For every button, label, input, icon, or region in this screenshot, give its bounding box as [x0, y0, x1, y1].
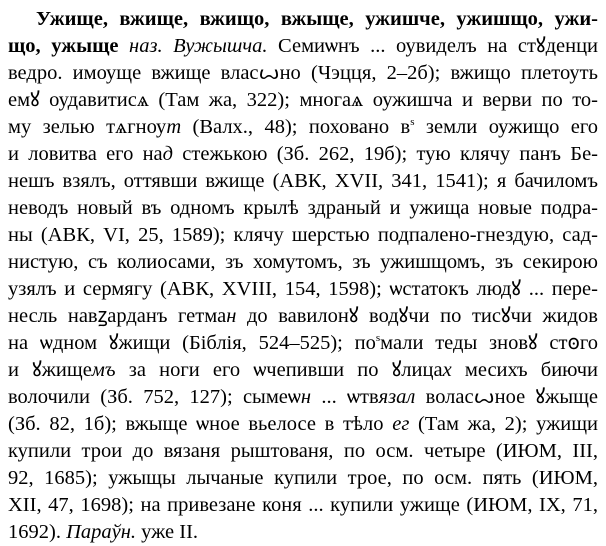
entry-line [8, 33, 598, 60]
entry-text: (Валх., 48); поховано в [181, 116, 411, 138]
headword-text: Ужище, вжище, вжищо, вжыще, ужишче, ужишщо, ужи- [36, 8, 598, 30]
entry-text: воласꙍное ꙋжыще [415, 386, 598, 408]
entry-line [8, 357, 598, 384]
superscript-text: s [410, 116, 415, 128]
entry-text: нистую, съ колиосами, зъ хомутомъ, зъ ужишщомъ, зъ секирою [8, 251, 598, 273]
entry-line [8, 411, 598, 438]
entry-text: (Зб. 82, 1б); вжыще ѡное вьелосе в тѣло [8, 413, 393, 435]
entry-text: купили трои до вязаня рыштованя, по осм. четыре (ИЮМ, III, [8, 440, 598, 462]
entry-text: нешъ взялъ, оттявши вжище (АВК, XVII, 341, 1541); я бачиломъ [8, 170, 598, 192]
entry-text: ведро. имоуще вжище власꙍно (Чэцця, 2–2б); вжищо плетоуть [8, 62, 598, 84]
entry-text: до вавилонꙋ водꙋчи по тисꙋчи жидов [236, 305, 598, 327]
entry-line [8, 492, 598, 519]
italic-text: наз. Вужышча. [129, 35, 268, 57]
entry-text: ны (АВК, VI, 25, 1589); клячу шерстью подпалено-гнездую, сад- [8, 224, 598, 246]
entry-line [8, 249, 598, 276]
entry-line [8, 114, 598, 141]
entry-line [8, 519, 598, 546]
entry-line [8, 6, 598, 33]
entry-text: Семиѡнъ ... оувиделъ на стꙋденци [267, 35, 599, 57]
italic-text: язал [378, 386, 416, 408]
italic-text: д [162, 143, 174, 165]
entry-text: волочили (Зб. 752, 127); сымеѡ [8, 386, 301, 408]
entry-text: и ловитва его на [8, 143, 163, 165]
entry-text [118, 35, 129, 57]
entry-line [8, 303, 598, 330]
entry-text: несль навꙁарданъ гетма [8, 305, 227, 327]
entry-line [8, 465, 598, 492]
entry-text: земли оужищо его [414, 116, 598, 138]
entry-text: и ꙋжище [8, 359, 92, 381]
entry-text: ... ѡтв [311, 386, 379, 408]
superscript-text: s [375, 332, 381, 344]
italic-text: н [226, 305, 237, 327]
entry-line [8, 330, 598, 357]
entry-text: му зелью тѧгноу [8, 116, 167, 138]
italic-text: мъ [91, 359, 116, 381]
entry-line [8, 87, 598, 114]
italic-text: т [166, 116, 182, 138]
entry-line [8, 195, 598, 222]
entry-text: месихъ биючи [451, 359, 598, 381]
entry-line [8, 168, 598, 195]
entry-text: емꙋ оудавитисѧ (Там жа, 322); многаѧ оужишча и верви по то- [8, 89, 598, 111]
italic-text: ег [392, 413, 410, 435]
italic-text: Параўн. [66, 521, 137, 543]
entry-line [8, 60, 598, 87]
headword-text: що, ужыще [8, 35, 119, 57]
entry-text: 1692). [8, 521, 67, 543]
entry-line [8, 141, 598, 168]
entry-text: мали теды зновꙋ стꙩго [380, 332, 598, 354]
entry-text: (Там жа, 2); ужищи [409, 413, 598, 435]
entry-line [8, 384, 598, 411]
entry-text: 92, 1685); ужыщы лычаные купили трое, по осм. пять (ИЮМ, [8, 467, 598, 489]
entry-line [8, 276, 598, 303]
entry-text: стежькою (Зб. 262, 19б); тую клячу панъ Бе- [173, 143, 598, 165]
entry-text: узялъ и сермягу (АВК, XVIII, 154, 1598); ѡстатокъ людꙋ ... пере- [8, 278, 598, 300]
italic-text: х [442, 359, 452, 381]
entry-text: за ноги его ѡчепивши по ꙋлица [115, 359, 443, 381]
entry-text: на ѡдном ꙋжищи (Біблія, 524–525); по [8, 332, 376, 354]
italic-text: н [300, 386, 312, 408]
entry-text: уже II. [136, 521, 199, 543]
entry-line [8, 222, 598, 249]
entry-text: неводъ новый въ одномъ крылѣ здраный и ужища новые подра- [8, 197, 598, 219]
entry-line [8, 438, 598, 465]
entry-text: XII, 47, 1698); на привезане коня ... купили ужище (ИЮМ, IX, 71, [8, 494, 598, 516]
